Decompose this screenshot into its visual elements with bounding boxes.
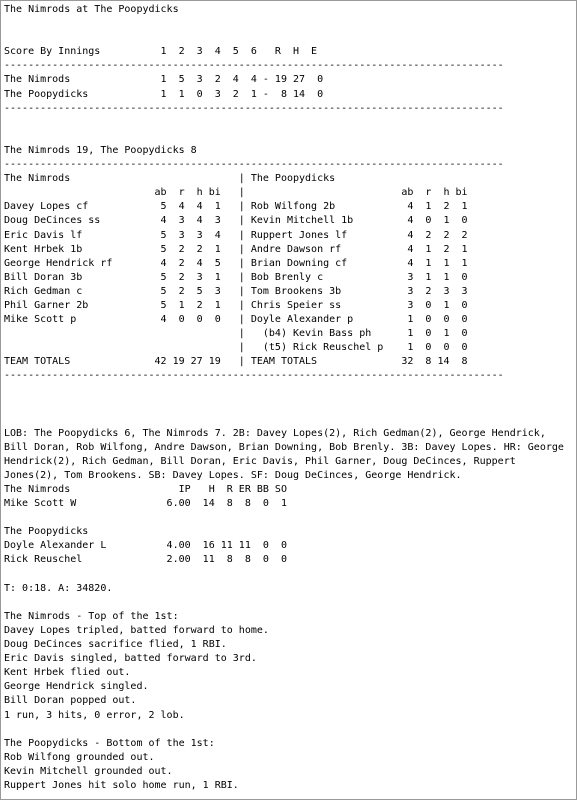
box-score-text: The Nimrods at The Poopydicks Score By Innings 1 2 3 4 5 6 R H E ----------------------------------------------------------------------------------- The Nimrods 1 5 3 2 4 4 - 19 27 0 The Poopydicks 1 1 0 3 2 1 - 8 14 0 ----------------------------------------------------------------------------------- The Nimrods 19, The Poopydicks 8 ----------------------------------------------------------------------------------- The Nimrods | The Poopydicks ab r h bi | ab r h bi Davey Lopes cf 5 4 4 1 | Rob Wilfong 2b 4 1 2 1 Doug DeCinces ss 4 3 4 3 | Kevin Mitchell 1b 4 0 1 0 Eric Davis lf 5 3 3 4 | Ruppert Jones lf 4 2 2 2 Kent Hrbek 1b 5 2 2 1 | Andre Dawson rf 4 1 2 1 George Hendrick rf 4 2 4 5 | Brian Downing cf 4 1 1 1 Bill Doran 3b 5 2 3 1 | Bob Brenly c 3 1 1 0 Rich Gedman c 5 2 5 3 | Tom Brookens 3b 3 2 3 3 Phil Garner 2b 5 1 2 1 | Chris Speier ss 3 0 1 0 Mike Scott p 4 0 0 0 | Doyle Alexander p 1 0 0 0 | (b4) Kevin Bass ph 1 0 1 0 | (t5) Rick Reuschel p 1 0 0 0 TEAM TOTALS 42 19 27 19 | TEAM TOTALS 32 8 14 8 ----------------------------------------------------------------------------------- — [4, 4, 504, 382]
game-notes-text: LOB: The Poopydicks 6, The Nimrods 7. 2B: Davey Lopes(2), Rich Gedman(2), George Hendrick, Bill Doran, Rob Wilfong, Andre Dawson, Brian Downing, Bob Brenly. 3B: Davey Lopes. HR: George Hendrick(2), Rich Gedman, Bill Doran, Eric Davis, Phil Garner, Doug DeCinces, Ruppert Jones(2), Tom Brookens. SB: Davey Lopes. SF: Doug DeCinces, George Hendrick. — [4, 428, 564, 482]
pitching-and-play-text: The Nimrods IP H R ER BB SO Mike Scott W 6.00 14 8 8 0 1 The Poopydicks Doyle Alexander L 4.00 16 11 11 0 0 Rick Reuschel 2.00 11 8 8 0 0 T: 0:18. A: 34820. The Nimrods - Top of the 1st: Davey Lopes tripled, batted forward to home. Doug DeCinces sacrifice flied, 1 RBI. Eric Davis singled, batted forward to 3rd. Kent Hrbek flied out. George Hendrick singled. Bill Doran popped out. 1 run, 3 hits, 0 error, 2 lob. The Poopydicks - Bottom of the 1st: Rob Wilfong grounded out. Kevin Mitchell grounded out. Ruppert Jones hit solo home run, 1 RBI. — [4, 484, 287, 791]
